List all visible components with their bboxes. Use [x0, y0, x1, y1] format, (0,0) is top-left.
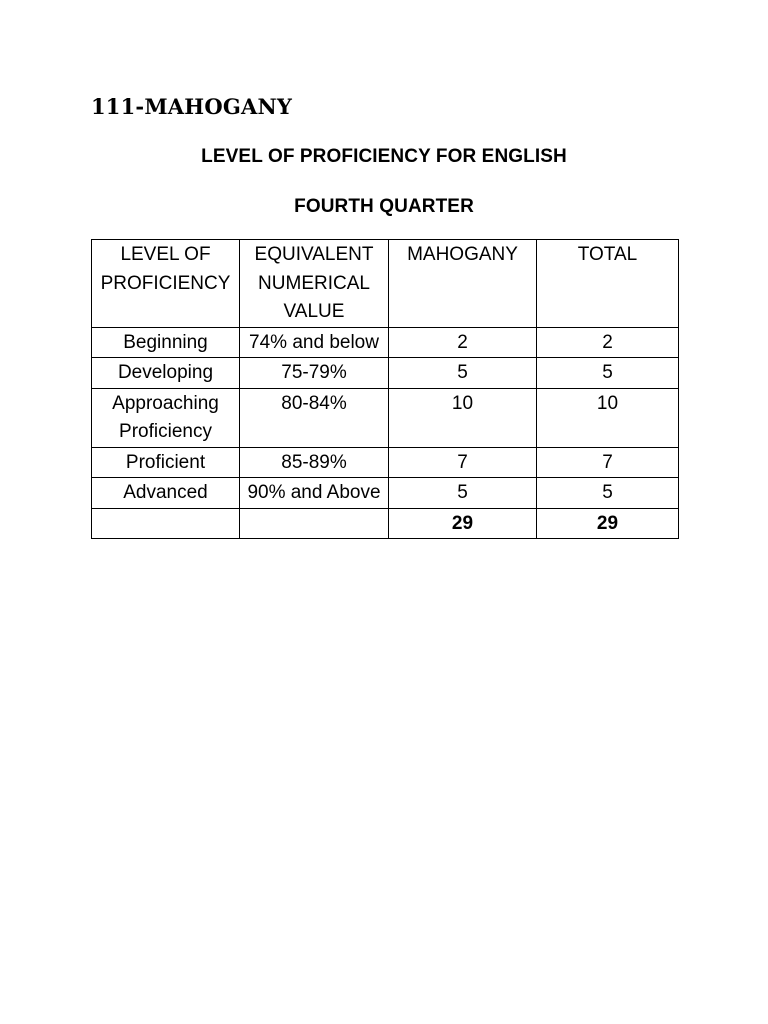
cell-range: 74% and below — [240, 327, 389, 358]
table-row — [92, 388, 679, 447]
cell-count: 5 — [389, 478, 537, 509]
cell-count: 10 — [389, 388, 537, 447]
cell-total: 2 — [537, 327, 679, 358]
cell-range: 75-79% — [240, 358, 389, 389]
header-level: LEVEL OF PROFICIENCY — [92, 240, 240, 328]
cell-count: 2 — [389, 327, 537, 358]
cell-grand-total: 29 — [537, 508, 679, 539]
proficiency-table — [91, 239, 679, 539]
cell-total: 5 — [537, 358, 679, 389]
cell-level: Advanced — [92, 478, 240, 509]
cell-total: 10 — [537, 388, 679, 447]
table-row — [92, 447, 679, 478]
cell-totals-blank-1 — [92, 508, 240, 539]
cell-count: 7 — [389, 447, 537, 478]
table-row — [92, 478, 679, 509]
header-total: TOTAL — [537, 240, 679, 328]
cell-total: 5 — [537, 478, 679, 509]
cell-level: Beginning — [92, 327, 240, 358]
cell-range: 80-84% — [240, 388, 389, 447]
cell-level: Approaching Proficiency — [92, 388, 240, 447]
document-title: LEVEL OF PROFICIENCY FOR ENGLISH — [201, 146, 567, 167]
cell-count: 5 — [389, 358, 537, 389]
table-totals-row — [92, 508, 679, 539]
cell-section-sum: 29 — [389, 508, 537, 539]
table-row — [92, 327, 679, 358]
cell-range: 90% and Above — [240, 478, 389, 509]
table-header-row — [92, 240, 679, 328]
header-section: MAHOGANY — [389, 240, 537, 328]
cell-range: 85-89% — [240, 447, 389, 478]
cell-total: 7 — [537, 447, 679, 478]
document-subtitle: FOURTH QUARTER — [294, 196, 474, 217]
header-equivalent: EQUIVALENT NUMERICAL VALUE — [240, 240, 389, 328]
cell-totals-blank-2 — [240, 508, 389, 539]
cell-level: Proficient — [92, 447, 240, 478]
section-code: 111-MAHOGANY — [91, 94, 293, 119]
cell-level: Developing — [92, 358, 240, 389]
table-row — [92, 358, 679, 389]
